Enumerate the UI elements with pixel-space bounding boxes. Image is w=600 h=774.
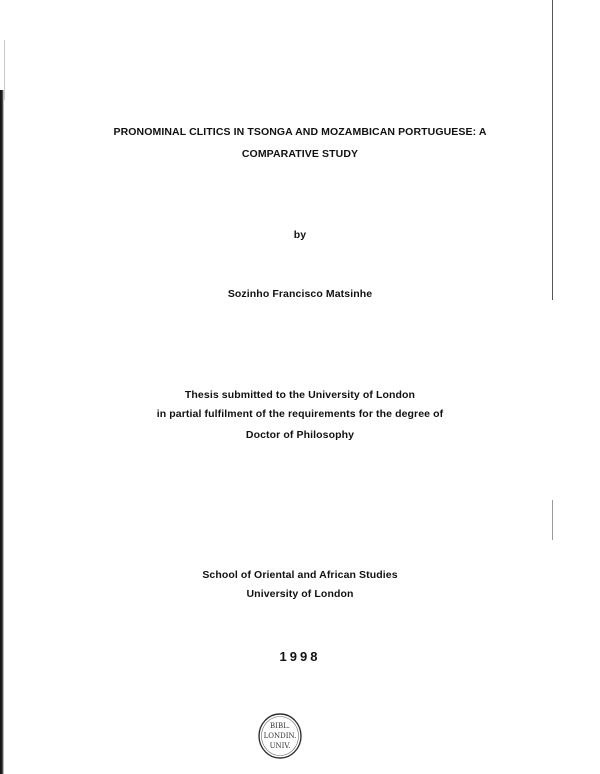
thesis-statement-line-2: in partial fulfilment of the requirements for the degree of bbox=[156, 408, 444, 420]
thesis-statement-line-1: Thesis submitted to the University of London bbox=[184, 389, 416, 401]
degree-name: Doctor of Philosophy bbox=[245, 429, 355, 441]
institution-university: University of London bbox=[246, 588, 354, 600]
library-stamp-icon bbox=[256, 712, 304, 760]
title-line-2: COMPARATIVE STUDY bbox=[241, 148, 359, 160]
author-name: Sozinho Francisco Matsinhe bbox=[227, 288, 373, 300]
title-line-1: PRONOMINAL CLITICS IN TSONGA AND MOZAMBICAN PORTUGUESE: A bbox=[113, 126, 487, 138]
stamp-line-2: LONDIN. bbox=[263, 732, 297, 740]
stamp-line-3: UNIV. bbox=[269, 742, 291, 750]
year: 1998 bbox=[279, 649, 321, 664]
scan-edge-left-top bbox=[4, 40, 5, 100]
institution-school: School of Oriental and African Studies bbox=[202, 569, 398, 581]
scan-edge-right-lower bbox=[552, 500, 553, 540]
stamp-line-1: BIBL. bbox=[270, 722, 290, 730]
by-label: by bbox=[293, 229, 307, 241]
